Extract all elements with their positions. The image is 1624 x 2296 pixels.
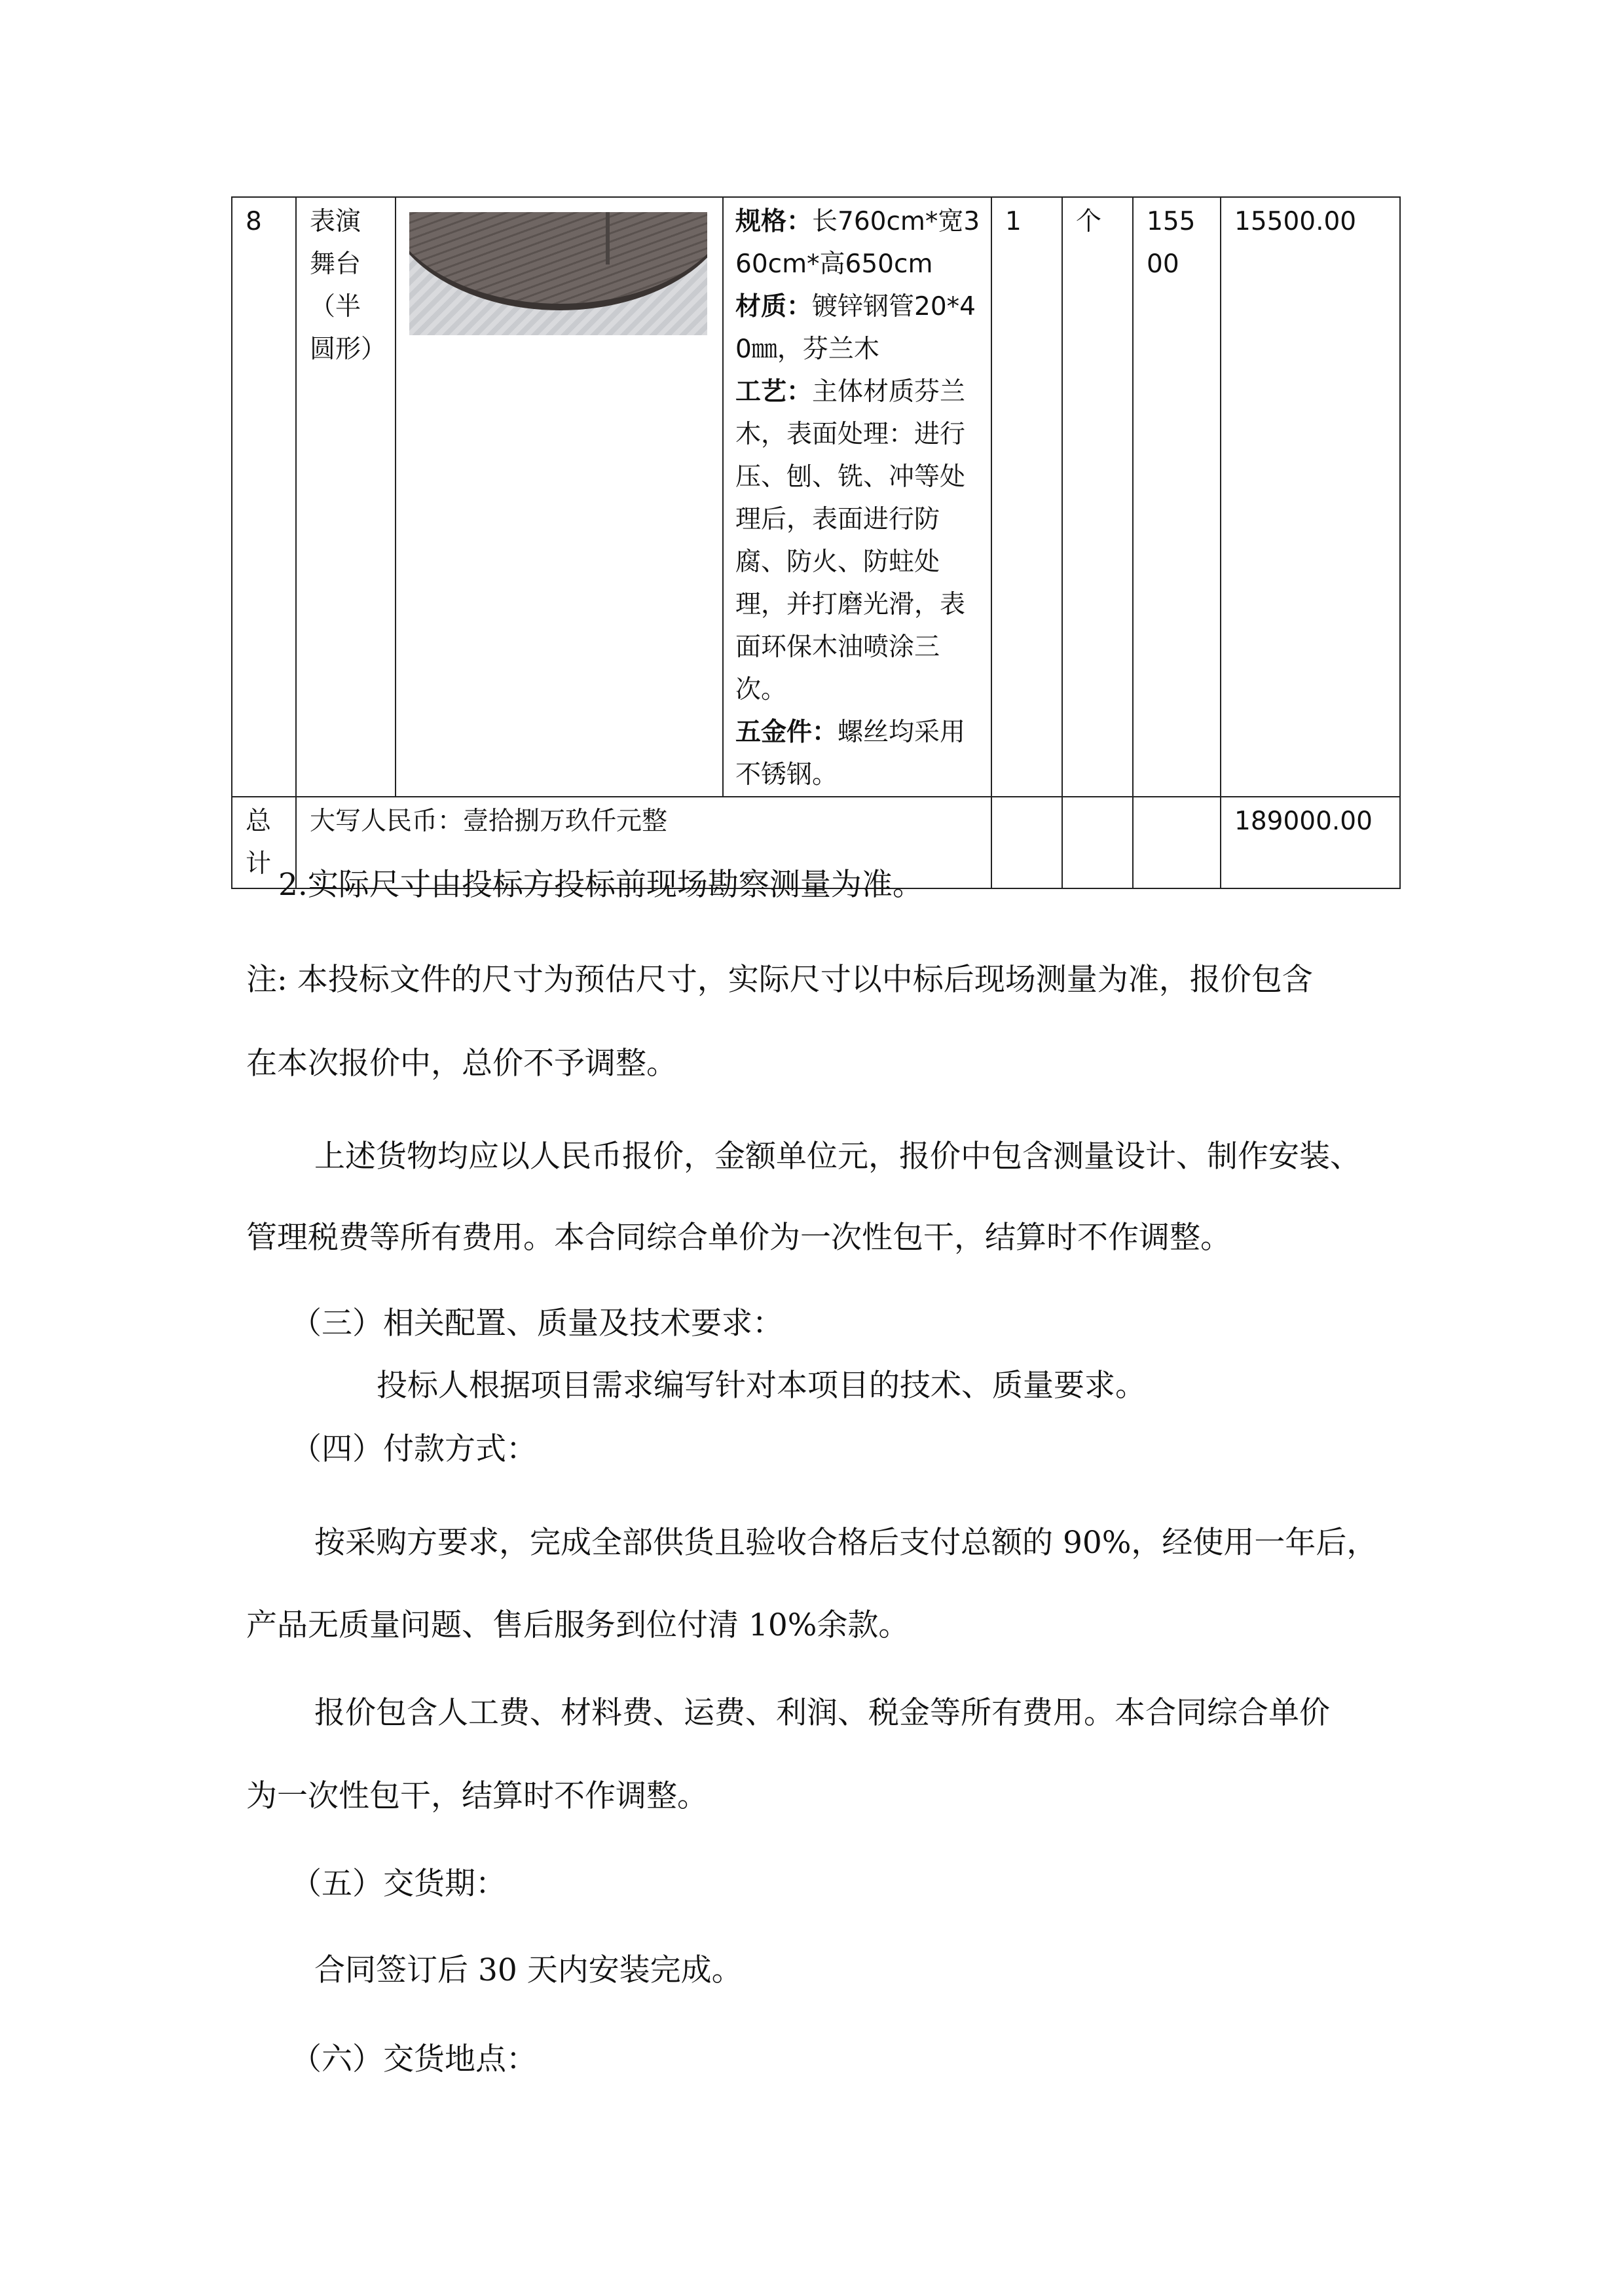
spec-text-material: 镀锌钢管20*40㎜，芬兰木 (735, 292, 976, 364)
summary-label: 总计 (232, 797, 296, 888)
summary-empty-qty (991, 797, 1062, 888)
paragraph-pricing-line2: 管理税费等所有费用。本合同综合单价为一次性包干，结算时不作调整。 (246, 1220, 1231, 1256)
quotation-table (231, 196, 1401, 889)
heading-section-3: （三）相关配置、质量及技术要求： (291, 1305, 783, 1341)
item-quantity: 1 (991, 197, 1062, 797)
paragraph-payment-line2: 产品无质量问题、售后服务到位付清 10%余款。 (246, 1607, 910, 1643)
paragraph-note-line2: 在本次报价中，总价不予调整。 (246, 1046, 677, 1082)
table-row (232, 197, 1400, 797)
paragraph-note-line1: 注: 本投标文件的尺寸为预估尺寸，实际尺寸以中标后现场测量为准，报价包含 (246, 962, 1313, 998)
paragraph-actual-size: 2.实际尺寸由投标方投标前现场勘察测量为准。 (278, 867, 923, 903)
spec-label-process: 工艺： (735, 377, 813, 407)
item-spec (723, 197, 991, 797)
paragraph-tech-requirements: 投标人根据项目需求编写针对本项目的技术、质量要求。 (377, 1368, 1146, 1404)
summary-total: 189000.00 (1221, 797, 1400, 888)
spec-label-size: 规格： (735, 207, 813, 236)
item-unit-price: 15500 (1133, 197, 1221, 797)
heading-section-6: （六）交货地点： (291, 2041, 537, 2077)
spec-label-hardware: 五金件： (735, 718, 838, 747)
heading-section-5: （五）交货期： (291, 1866, 506, 1902)
summary-empty-unit (1062, 797, 1133, 888)
spec-text-size: 长760cm*宽360cm*高650cm (735, 207, 980, 279)
item-amount: 15500.00 (1221, 197, 1400, 797)
paragraph-payment-line1: 按采购方要求，完成全部供货且验收合格后支付总额的 90%，经使用一年后， (314, 1525, 1378, 1561)
spec-text-process: 主体材质芬兰木，表面处理：进行压、刨、铣、冲等处理后，表面进行防腐、防火、防蛀处理，并打磨光滑，表面环保木油喷涂三次。 (735, 377, 966, 704)
spec-label-material: 材质： (735, 292, 813, 321)
summary-empty-price (1133, 797, 1221, 888)
heading-section-4: （四）付款方式： (291, 1431, 537, 1467)
summary-capital-text: 大写人民币：壹拾捌万玖仟元整 (296, 797, 991, 888)
item-image-cell (396, 197, 723, 797)
spec-text-hardware: 螺丝均采用不锈钢。 (735, 718, 966, 790)
stage-photo-icon (409, 212, 707, 335)
paragraph-costs-line2: 为一次性包干，结算时不作调整。 (246, 1778, 708, 1814)
item-unit: 个 (1062, 197, 1133, 797)
paragraph-costs-line1: 报价包含人工费、材料费、运费、利润、税金等所有费用。本合同综合单价 (314, 1695, 1330, 1731)
paragraph-pricing-line1: 上述货物均应以人民币报价，金额单位元，报价中包含测量设计、制作安装、 (314, 1139, 1361, 1175)
item-number: 8 (232, 197, 296, 797)
item-name: 表演舞台（半圆形） (296, 197, 396, 797)
paragraph-delivery-period: 合同签订后 30 天内安装完成。 (314, 1952, 743, 1988)
